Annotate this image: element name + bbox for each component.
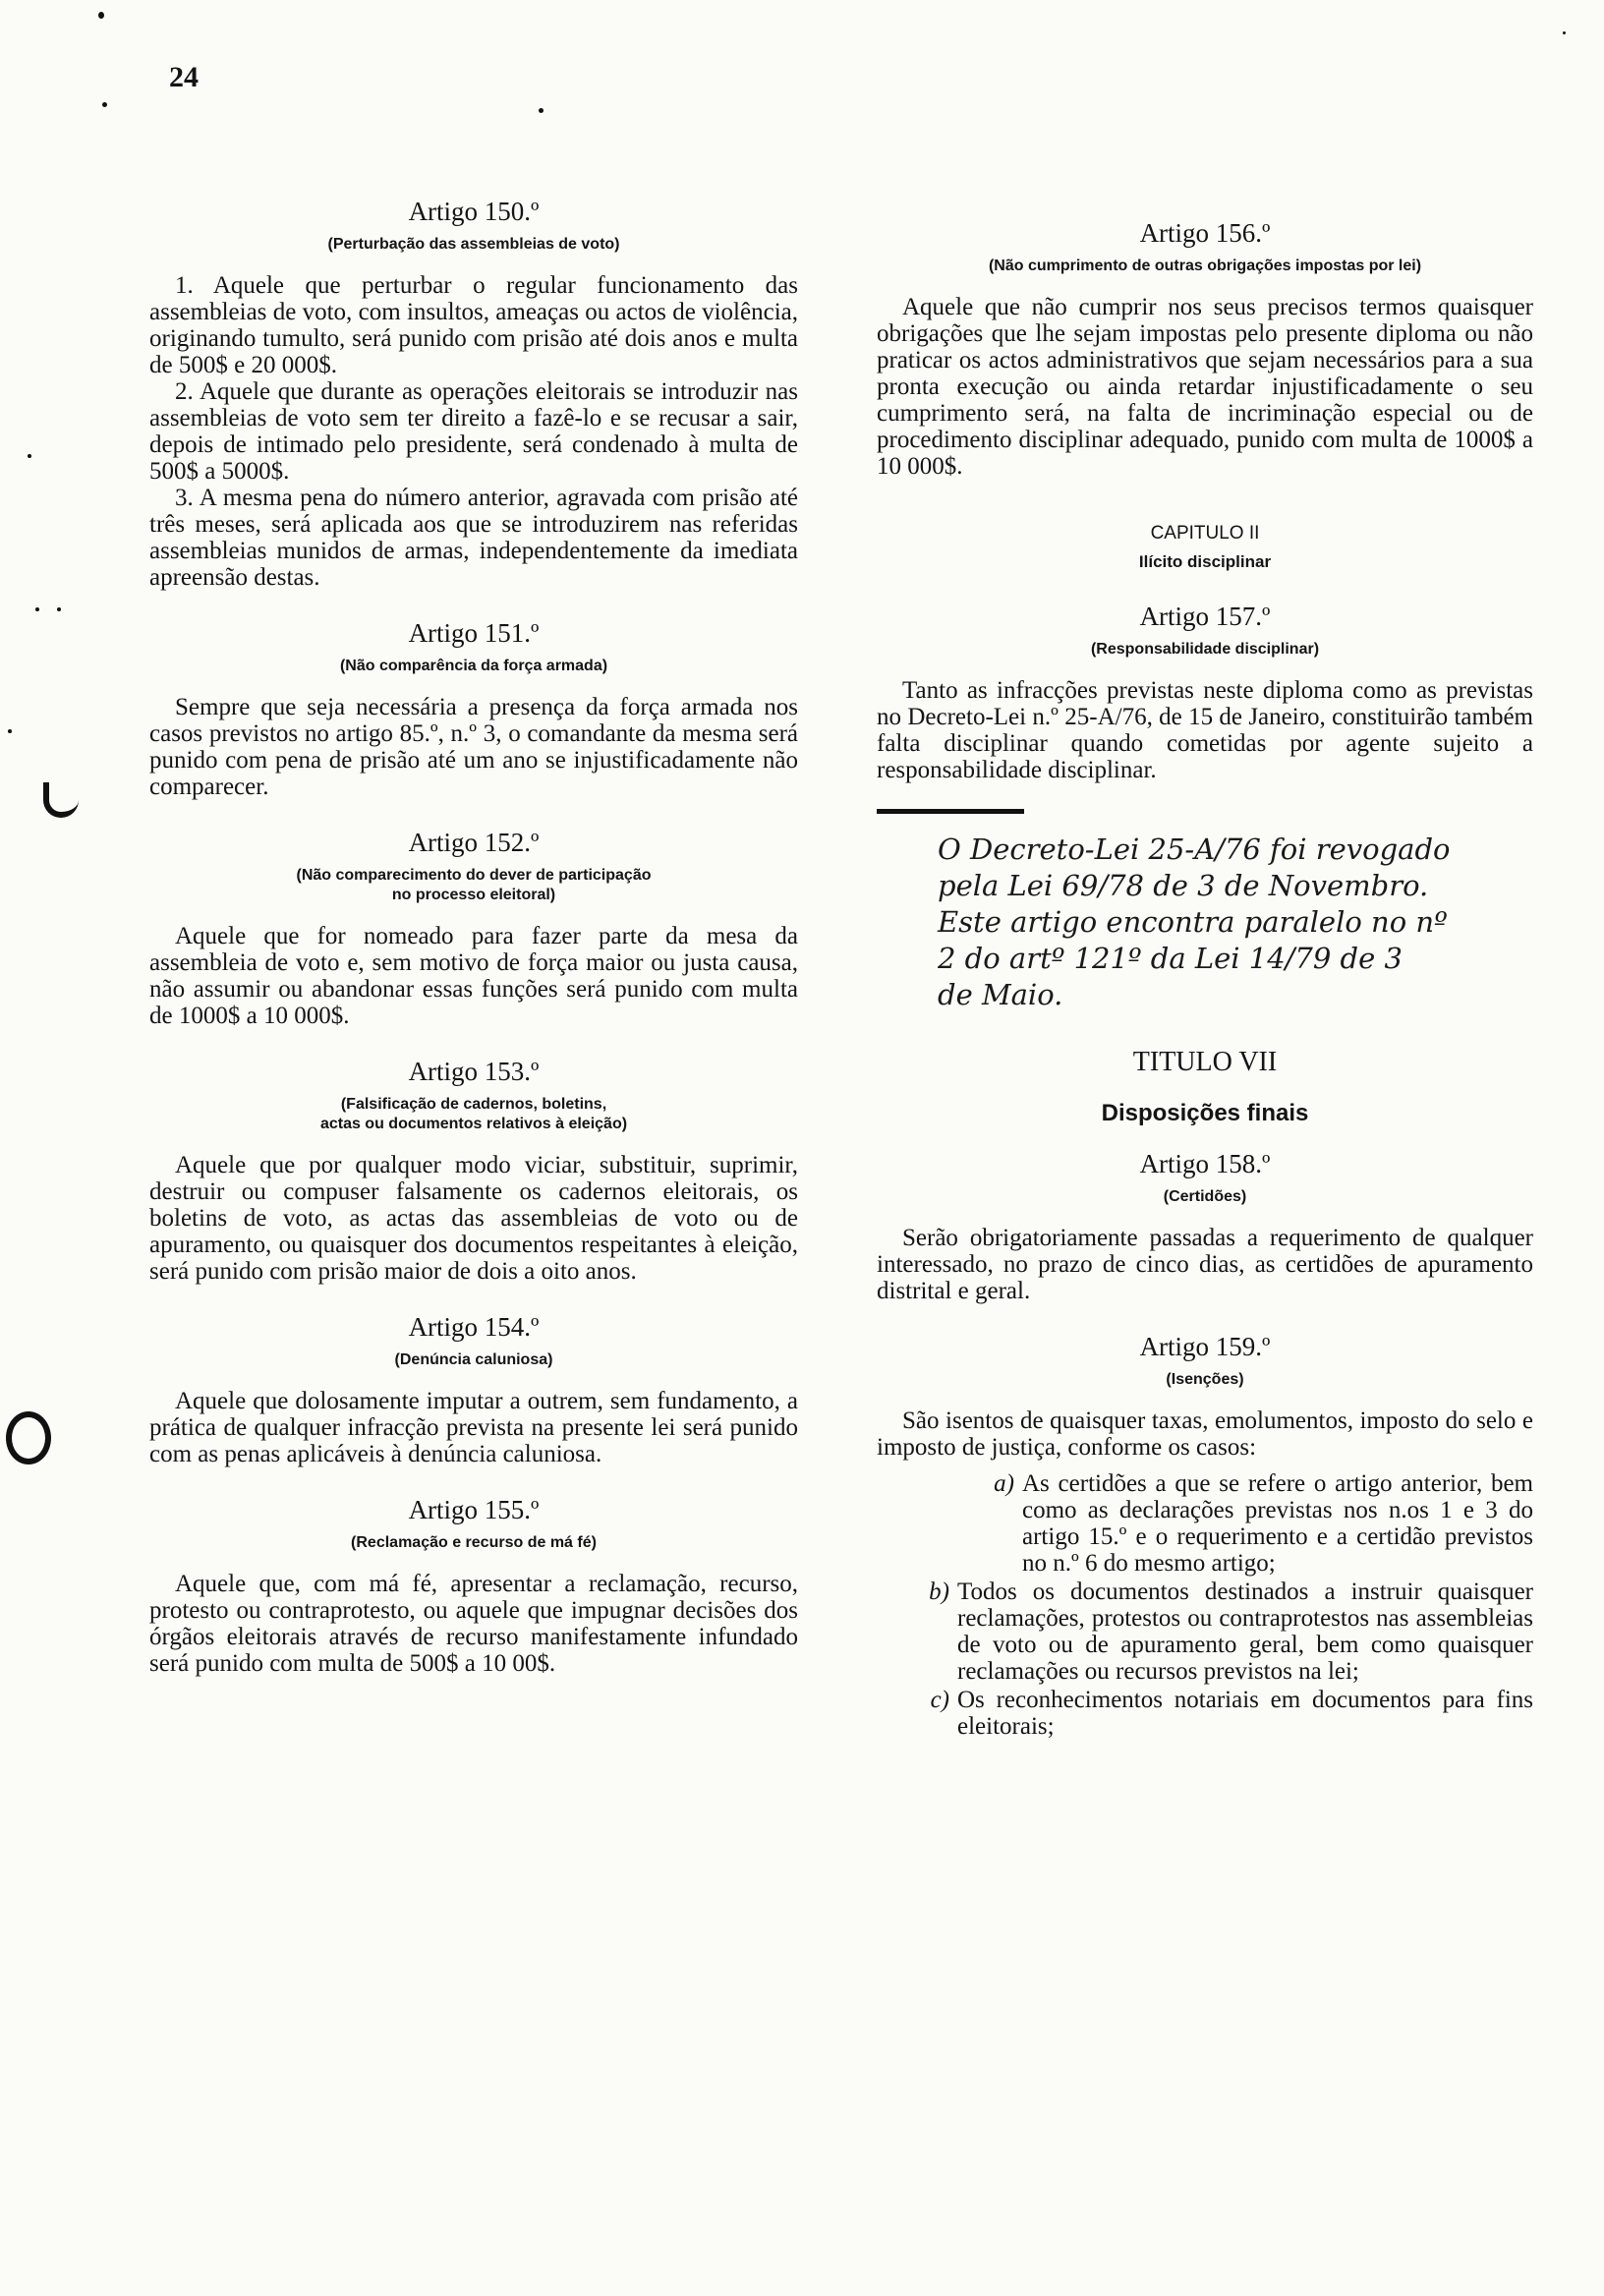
titulo-title: TITULO VII <box>1132 1047 1278 1077</box>
note-line: 2 do artº 121º da Lei 14/79 de 3 <box>938 942 1403 975</box>
note-line: O Decreto-Lei 25-A/76 foi revogado <box>938 832 1451 866</box>
note-line: de Maio. <box>938 978 1063 1011</box>
list-marker: c) <box>930 1687 949 1713</box>
article-title: Artigo 154.º <box>408 1312 540 1342</box>
article-subtitle <box>149 1095 798 1134</box>
article-subtitle <box>149 866 798 905</box>
article-152 <box>149 828 798 1029</box>
list-text: Todos os documentos destinados a instruir quaisquer reclamações, protestos ou contraprotestos nas assembleias de voto ou de apuramento geral, bem como quaisquer reclamações ou recursos previstos na lei; <box>957 1578 1533 1685</box>
article-paragraph: 2. Aquele que durante as operações eleitorais se introduzir nas assembleias de voto sem ter direito a fazê-lo e se recusar a sair, depois de intimado pelo presidente, será condenado à multa de 500$ a 5000$. <box>149 378 798 485</box>
subtitle-line: (Não comparecimento do dever de participação <box>296 867 652 884</box>
note-line: Este artigo encontra paralelo no nº <box>938 905 1448 939</box>
article-paragraph: 1. Aquele que perturbar o regular funcionamento das assembleias de voto, com insultos, ameaças ou actos de violência, originando tumulto, será punido com prisão até dois anos e multa de 500$ e 20 000$. <box>149 272 798 378</box>
article-title: Artigo 158.º <box>1139 1149 1271 1178</box>
list-marker: a) <box>994 1470 1014 1497</box>
article-paragraph: São isentos de quaisquer taxas, emolumentos, imposto do selo e imposto de justiça, conforme os casos: <box>877 1407 1533 1461</box>
article-paragraph: 3. A mesma pena do número anterior, agravada com prisão até três meses, será aplicada aos que se introduzirem nas referidas assembleias munidos de armas, independentemente da imediata apreensão destas. <box>149 485 798 591</box>
article-subtitle: (Não comparência da força armada) <box>339 658 608 674</box>
article-paragraph: Sempre que seja necessária a presença da força armada nos casos previstos no artigo 85.º, n.º 3, o comandante da mesma será punido com pena de prisão até um ano se injustificadamente não comparecer. <box>149 694 798 800</box>
article-159 <box>877 1332 1533 1740</box>
titulo-7-heading <box>877 1047 1533 1127</box>
list-item <box>877 1687 1533 1740</box>
article-title: Artigo 150.º <box>408 197 540 226</box>
chapter-2-heading <box>877 523 1533 572</box>
article-158 <box>877 1149 1533 1304</box>
article-title: Artigo 157.º <box>1139 602 1271 631</box>
binder-hole-mark <box>6 1411 51 1464</box>
article-paragraph: Serão obrigatoriamente passadas a requerimento de qualquer interessado, no prazo de cinco dias, as certidões de apuramento distrital e geral. <box>877 1225 1533 1304</box>
page-number: 24 <box>169 61 199 93</box>
article-title: Artigo 159.º <box>1139 1332 1271 1361</box>
list-item <box>877 1470 1533 1577</box>
article-paragraph: Aquele que dolosamente imputar a outrem, sem fundamento, a prática de qualquer infracção prevista na presente lei será punido com as penas aplicáveis à denúncia caluniosa. <box>149 1388 798 1467</box>
article-paragraph: Aquele que, com má fé, apresentar a reclamação, recurso, protesto ou contraprotesto, ou aquele que impugnar decisões dos órgãos eleitorais através de recurso manifestamente infundado será punido com multa de 500$ a 10 00$. <box>149 1571 798 1677</box>
list-item <box>877 1578 1533 1685</box>
article-title: Artigo 153.º <box>408 1057 540 1086</box>
list-text: Os reconhecimentos notariais em documentos para fins eleitorais; <box>957 1687 1533 1740</box>
article-151 <box>149 618 798 800</box>
section-rule <box>877 809 1024 814</box>
chapter-subtitle: Ilícito disciplinar <box>1138 552 1272 571</box>
article-title: Artigo 152.º <box>408 828 540 857</box>
article-title: Artigo 151.º <box>408 618 540 648</box>
subtitle-line: no processo eleitoral) <box>391 887 556 903</box>
article-subtitle: (Perturbação das assembleias de voto) <box>327 236 620 253</box>
left-column <box>149 197 798 1704</box>
subtitle-line: actas ou documentos relativos à eleição) <box>319 1116 628 1132</box>
article-paragraph: Tanto as infracções previstas neste diploma como as previstas no Decreto-Lei n.º 25-A/76, de 15 de Janeiro, constituirão também falta disciplinar quando cometidas por agente sujeito a responsabilidade disciplinar. <box>877 677 1533 783</box>
list-text: As certidões a que se refere o artigo anterior, bem como as declarações previstas nos n.os 1 e 3 do artigo 15.º e o requerimento e a certidão previstos no n.º 6 do mesmo artigo; <box>1022 1470 1533 1577</box>
article-150 <box>149 197 798 591</box>
article-paragraph: Aquele que for nomeado para fazer parte da mesa da assembleia de voto e, sem motivo de força maior ou justa causa, não assumir ou abandonar essas funções será punido com multa de 1000$ a 10 000$. <box>149 923 798 1029</box>
note-line: pela Lei 69/78 de 3 de Novembro. <box>938 869 1429 902</box>
article-154 <box>149 1312 798 1467</box>
subtitle-line: (Falsificação de cadernos, boletins, <box>340 1096 607 1113</box>
titulo-subtitle: Disposições finais <box>1101 1100 1309 1126</box>
article-subtitle: (Responsabilidade disciplinar) <box>1090 641 1320 658</box>
article-subtitle: (Reclamação e recurso de má fé) <box>351 1534 597 1551</box>
article-subtitle: (Isenções) <box>1166 1371 1244 1388</box>
exemption-list <box>877 1470 1533 1740</box>
handwritten-note <box>938 832 1533 1013</box>
article-title: Artigo 155.º <box>408 1495 540 1524</box>
binder-hole-mark <box>43 782 79 818</box>
article-155 <box>149 1495 798 1677</box>
article-subtitle: (Não cumprimento de outras obrigações impostas por lei) <box>988 258 1422 274</box>
article-subtitle: (Denúncia caluniosa) <box>394 1351 553 1368</box>
article-156 <box>877 218 1533 480</box>
article-subtitle: (Certidões) <box>1163 1188 1247 1205</box>
right-column <box>877 218 1533 1767</box>
article-157 <box>877 602 1533 783</box>
article-paragraph: Aquele que não cumprir nos seus precisos termos quaisquer obrigações que lhe sejam impostas pelo presente diploma ou não praticar os actos administrativos que sejam necessários para a sua pronta execução ou ainda retardar injustificadamente o seu cumprimento será, na falta de incriminação especial ou de procedimento disciplinar adequado, punido com multa de 1000$ a 10 000$. <box>877 294 1533 480</box>
article-paragraph: Aquele que por qualquer modo viciar, substituir, suprimir, destruir ou compuser falsamente os cadernos eleitorais, os boletins de voto, as actas das assembleias de voto ou de apuramento, ou quaisquer dos documentos respeitantes à eleição, será punido com prisão maior de dois a oito anos. <box>149 1152 798 1285</box>
article-title: Artigo 156.º <box>1139 218 1271 248</box>
list-marker: b) <box>929 1578 949 1605</box>
article-153 <box>149 1057 798 1285</box>
chapter-title: CAPITULO II <box>1150 523 1260 544</box>
